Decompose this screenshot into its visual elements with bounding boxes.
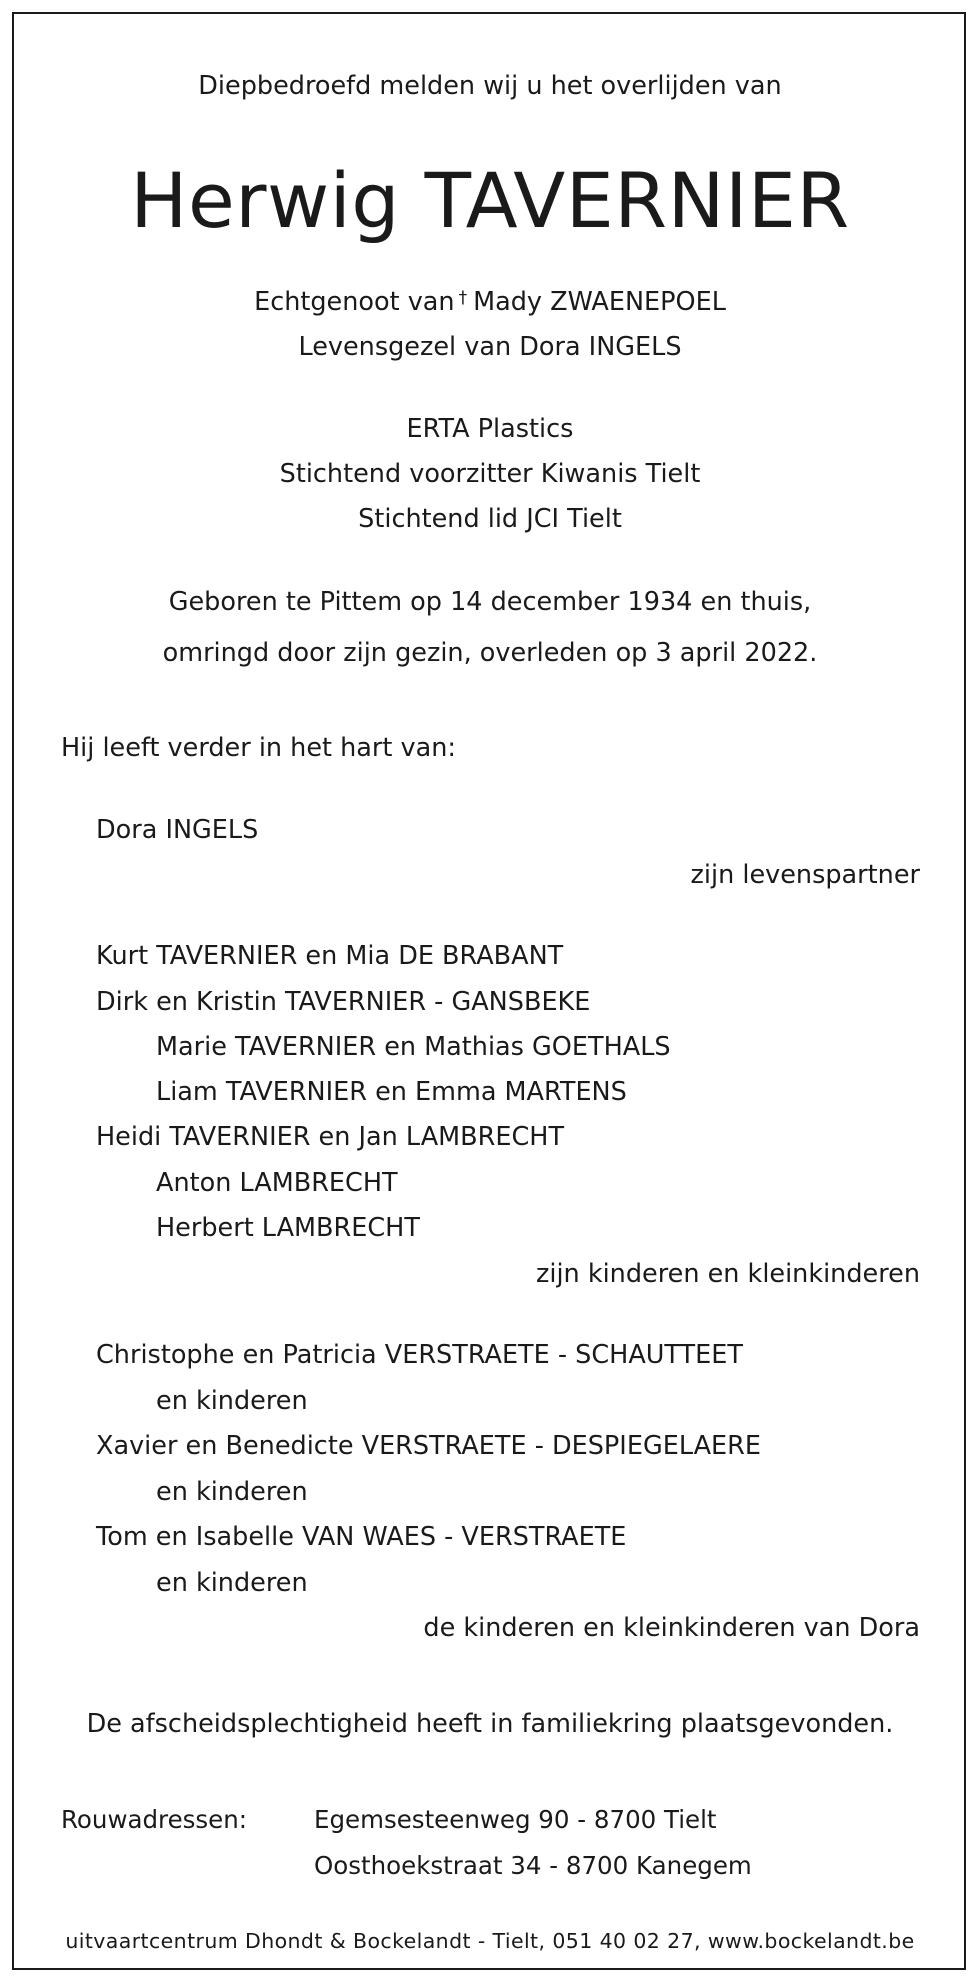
affiliation-line: Stichtend lid JCI Tielt <box>358 504 622 534</box>
survivor-name: Anton LAMBRECHT <box>156 1168 398 1198</box>
relation-label: de kinderen en kleinkinderen van Dora <box>423 1613 920 1643</box>
spouse-prefix: Echtgenoot van <box>254 287 455 317</box>
relation-label: zijn kinderen en kleinkinderen <box>536 1259 920 1289</box>
survivors-intro: Hij leeft verder in het hart van: <box>61 733 456 763</box>
condolence-address: Oosthoekstraat 34 - 8700 Kanegem <box>314 1851 752 1880</box>
survivor-name: Herbert LAMBRECHT <box>156 1213 420 1243</box>
survivor-name: Heidi TAVERNIER en Jan LAMBRECHT <box>96 1122 565 1152</box>
survivor-name: Christophe en Patricia VERSTRAETE - SCHAUTTEET <box>96 1340 743 1370</box>
survivor-name: en kinderen <box>156 1477 308 1507</box>
affiliation-line: Stichtend voorzitter Kiwanis Tielt <box>279 459 701 489</box>
survivor-name: en kinderen <box>156 1568 308 1598</box>
relation-label: zijn levenspartner <box>690 860 920 890</box>
birth-death-line: Geboren te Pittem op 14 december 1934 en thuis, <box>168 587 812 617</box>
survivor-name: Xavier en Benedicte VERSTRAETE - DESPIEGELAERE <box>96 1431 761 1461</box>
survivor-name: Liam TAVERNIER en Emma MARTENS <box>156 1077 627 1107</box>
birth-death-line: omringd door zijn gezin, overleden op 3 april 2022. <box>162 638 818 668</box>
survivor-name: Dirk en Kristin TAVERNIER - GANSBEKE <box>96 987 591 1017</box>
spouse-line <box>0 287 980 317</box>
survivor-name: en kinderen <box>156 1386 308 1416</box>
survivor-name: Marie TAVERNIER en Mathias GOETHALS <box>156 1032 671 1062</box>
survivor-name: Kurt TAVERNIER en Mia DE BRABANT <box>96 941 564 971</box>
condolence-label: Rouwadressen: <box>61 1805 248 1834</box>
condolence-address: Egemsesteenweg 90 - 8700 Tielt <box>314 1805 717 1834</box>
spouse-name: Mady ZWAENEPOEL <box>473 287 726 317</box>
funeral-home-footer: uitvaartcentrum Dhondt & Bockelandt - Tielt, 051 40 02 27, www.bockelandt.be <box>65 1929 915 1953</box>
partner-line: Levensgezel van Dora INGELS <box>298 332 682 362</box>
survivor-name: Dora INGELS <box>96 815 259 845</box>
deceased-name: Herwig TAVERNIER <box>130 156 850 245</box>
cross-symbol: † <box>458 288 468 308</box>
ceremony-note: De afscheidsplechtigheid heeft in familiekring plaatsgevonden. <box>86 1709 894 1739</box>
intro-text: Diepbedroefd melden wij u het overlijden van <box>198 71 782 101</box>
survivor-name: Tom en Isabelle VAN WAES - VERSTRAETE <box>96 1522 627 1552</box>
affiliation-line: ERTA Plastics <box>406 414 574 444</box>
